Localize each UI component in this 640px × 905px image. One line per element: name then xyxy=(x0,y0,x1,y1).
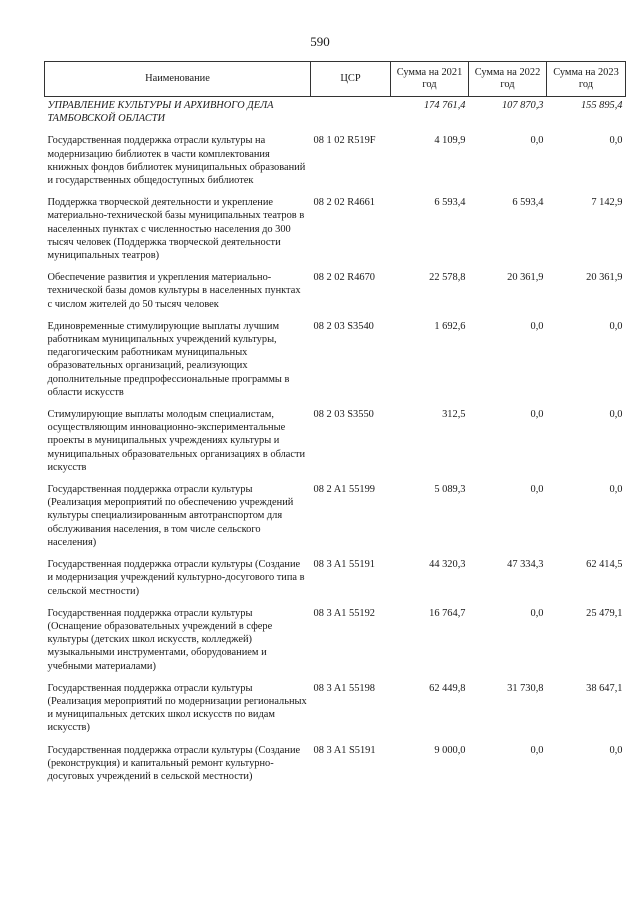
row-csr: 08 2 03 S3540 xyxy=(313,320,374,332)
row-sum-2023: 62 414,5 xyxy=(586,559,623,571)
table-row xyxy=(45,605,626,680)
header-name: Наименование xyxy=(45,62,311,97)
row-sum-2021: 16 764,7 xyxy=(429,607,466,619)
row-sum-2023: 0,0 xyxy=(609,320,623,332)
row-csr: 08 2 03 S3550 xyxy=(313,409,374,421)
table-row xyxy=(45,481,626,556)
department-sum-2022: 107 870,3 xyxy=(501,100,544,111)
header-2021: Сумма на 2021 год xyxy=(391,62,469,97)
row-name: Единовременные стимулирующие выплаты лучшим работникам муниципальных учреждений культуры, педагогическим работникам муниципальных образовательных организаций, реализующих дополнительные предпрофессиональные программы в области искусств xyxy=(47,320,290,398)
row-name: Обеспечение развития и укрепления материально-технической базы домов культуры в населенных пунктах с числом жителей до 50 тысяч человек xyxy=(47,272,301,310)
row-sum-2022: 6 593,4 xyxy=(512,197,544,209)
row-name: Государственная поддержка отрасли культуры (Создание и модернизация учреждений культурно-досугового типа в сельской местности) xyxy=(47,559,305,597)
header-csr: ЦСР xyxy=(311,62,391,97)
row-sum-2022: 0,0 xyxy=(530,607,544,619)
row-sum-2022: 31 730,8 xyxy=(507,682,544,694)
row-name: Государственная поддержка отрасли культуры (Создание (реконструкция) и капитальный ремонт культурно-досуговых учреждений в сельской местности) xyxy=(47,744,301,782)
row-csr: 08 2 02 R4661 xyxy=(313,197,375,209)
row-sum-2022: 0,0 xyxy=(530,409,544,421)
row-sum-2021: 44 320,3 xyxy=(429,559,466,571)
row-name: Государственная поддержка отрасли культуры (Реализация мероприятий по модернизации региональных и муниципальных детских школ искусств по видам искусств) xyxy=(47,682,307,734)
header-2022: Сумма на 2022 год xyxy=(469,62,547,97)
row-sum-2021: 62 449,8 xyxy=(429,682,466,694)
row-sum-2021: 5 089,3 xyxy=(434,484,466,496)
row-sum-2021: 4 109,9 xyxy=(434,135,466,147)
row-csr: 08 3 A1 55191 xyxy=(313,559,375,571)
row-name: Государственная поддержка отрасли культуры (Оснащение образовательных учреждений в сфере культуры (детских школ искусств, колледжей) музыкальными инструментами, оборудованием и учебными материалами) xyxy=(47,607,273,672)
table-row xyxy=(45,406,626,481)
row-sum-2023: 0,0 xyxy=(609,409,623,421)
department-csr xyxy=(311,97,391,133)
row-sum-2023: 38 647,1 xyxy=(586,682,623,694)
row-sum-2022: 20 361,9 xyxy=(507,272,544,284)
page-number: 590 xyxy=(310,34,330,49)
row-name: Поддержка творческой деятельности и укрепление материально-технической базы муниципальных театров в населенных пунктах с численностью населения до 300 тысяч человек (Поддержка творческой деятельности муниципальных театров) xyxy=(47,197,305,262)
row-sum-2022: 0,0 xyxy=(530,484,544,496)
department-sum-2023: 155 895,4 xyxy=(580,100,623,111)
table-header xyxy=(45,62,626,97)
table-row xyxy=(45,132,626,194)
row-csr: 08 1 02 R519F xyxy=(313,135,376,147)
row-sum-2022: 0,0 xyxy=(530,135,544,147)
row-csr: 08 3 A1 55192 xyxy=(313,607,375,619)
row-sum-2023: 25 479,1 xyxy=(586,607,623,619)
row-csr: 08 2 A1 55199 xyxy=(313,484,375,496)
row-sum-2023: 7 142,9 xyxy=(591,197,623,209)
row-name: Государственная поддержка отрасли культуры (Реализация мероприятий по обеспечению учреждений культуры специализированным автотранспортом для обслуживания населения, в том числе сельского населения) xyxy=(47,484,294,548)
table-row xyxy=(45,269,626,318)
row-sum-2023: 20 361,9 xyxy=(586,272,623,284)
row-sum-2023: 0,0 xyxy=(609,744,623,756)
department-name: УПРАВЛЕНИЕ КУЛЬТУРЫ И АРХИВНОГО ДЕЛА ТАМБОВСКОЙ ОБЛАСТИ xyxy=(47,100,274,125)
row-sum-2021: 6 593,4 xyxy=(434,197,466,209)
row-sum-2022: 0,0 xyxy=(530,320,544,332)
header-2023: Сумма на 2023 год xyxy=(547,62,626,97)
row-csr: 08 2 02 R4670 xyxy=(313,272,375,284)
table-row xyxy=(45,194,626,269)
row-name: Стимулирующие выплаты молодым специалистам, осуществляющим инновационно-экспериментальные проекты в муниципальных учреждениях культуры и муниципальных образовательных организациях в области искусств xyxy=(47,409,306,473)
row-sum-2022: 0,0 xyxy=(530,744,544,756)
department-sum-2021: 174 761,4 xyxy=(423,100,466,111)
row-sum-2021: 22 578,8 xyxy=(429,272,466,284)
budget-table xyxy=(44,61,626,790)
row-csr: 08 3 A1 S5191 xyxy=(313,744,376,756)
row-csr: 08 3 A1 55198 xyxy=(313,682,375,694)
table-row xyxy=(45,742,626,791)
row-sum-2023: 0,0 xyxy=(609,135,623,147)
row-name: Государственная поддержка отрасли культуры на модернизацию библиотек в части комплектования книжных фондов библиотек муниципальных образований и государственных общедоступных библиотек xyxy=(47,135,306,187)
table-row xyxy=(45,680,626,742)
table-row xyxy=(45,556,626,605)
row-sum-2022: 47 334,3 xyxy=(507,559,544,571)
table-body xyxy=(45,97,626,791)
row-sum-2021: 9 000,0 xyxy=(434,744,466,756)
row-sum-2021: 312,5 xyxy=(442,409,466,421)
table-row xyxy=(45,318,626,406)
row-sum-2021: 1 692,6 xyxy=(434,320,466,332)
department-row xyxy=(45,97,626,133)
row-sum-2023: 0,0 xyxy=(609,484,623,496)
